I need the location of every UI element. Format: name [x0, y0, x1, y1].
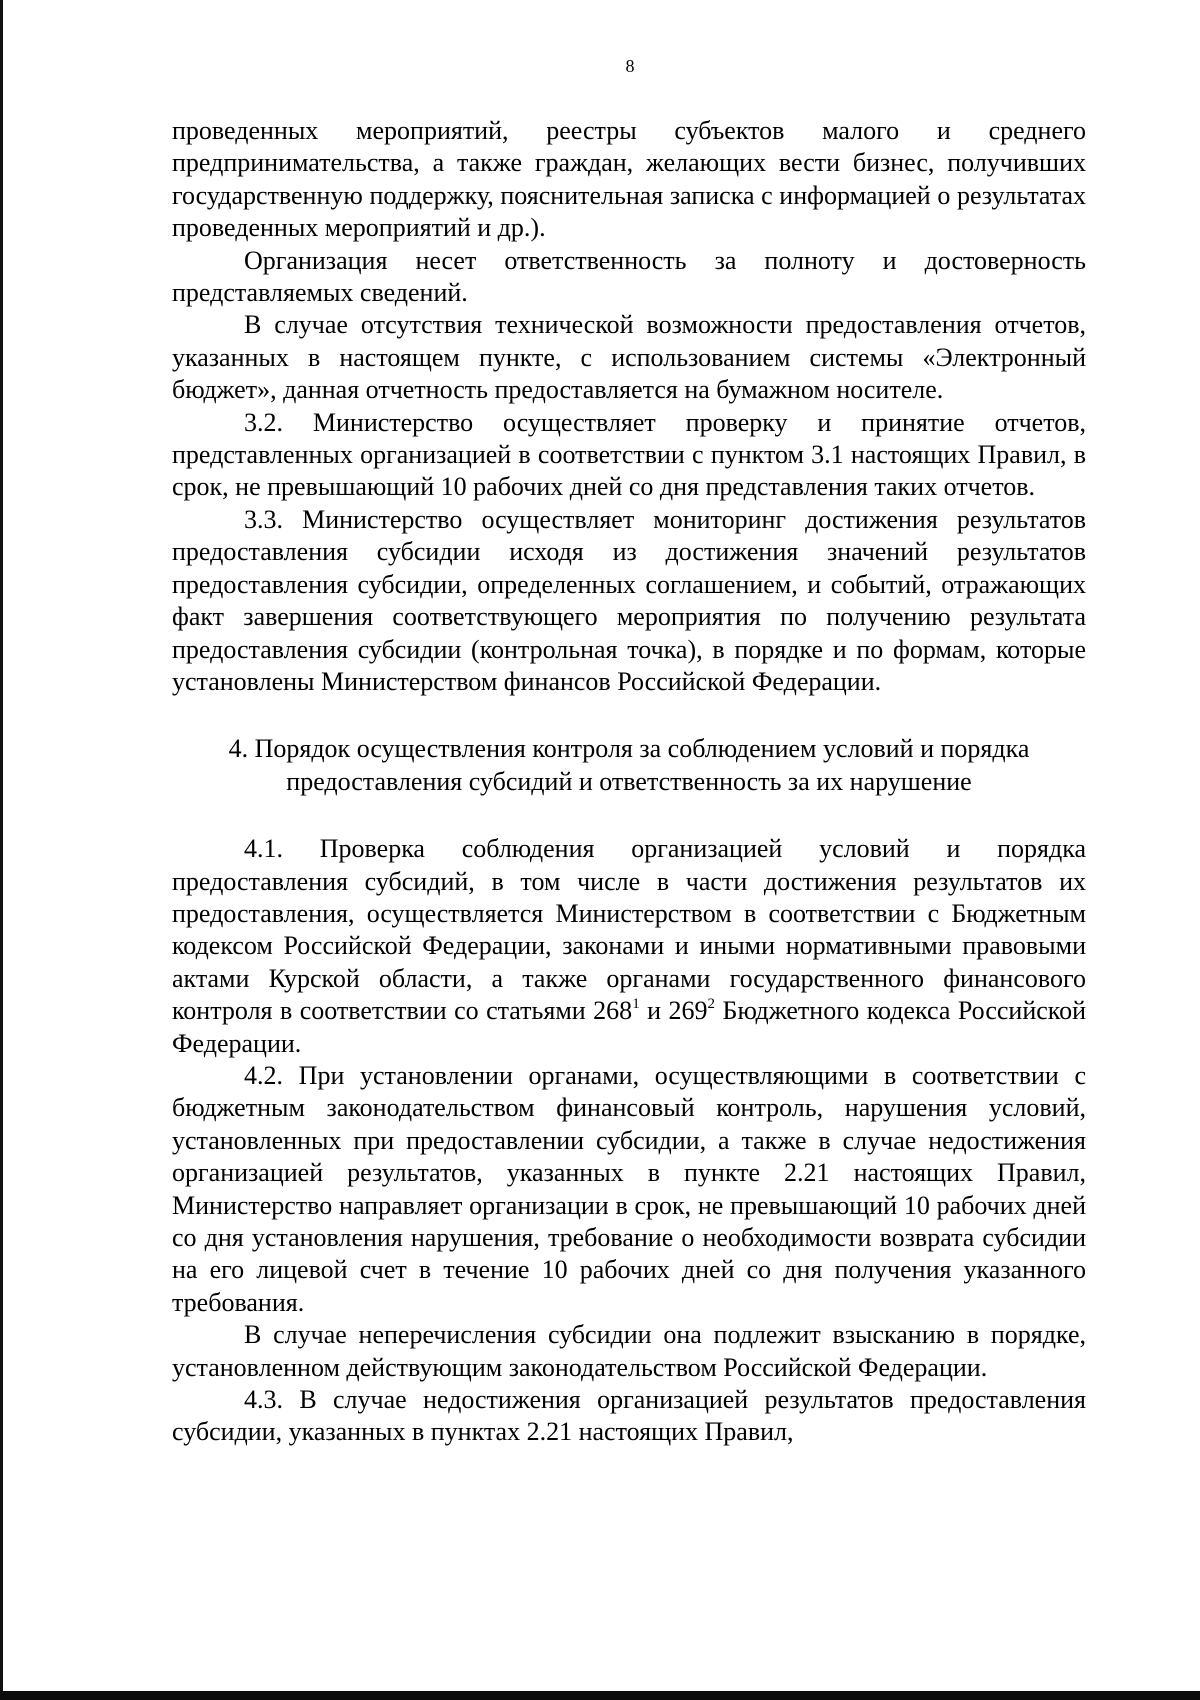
paragraph-4-3: 4.3. В случае недостижения организацией результатов предоставления субсидии, указанных в пунктах 2.21 настоящих Правил,: [172, 1385, 1086, 1447]
section-4-heading-line-2: предоставления субсидий и ответственность за их нарушение: [286, 766, 972, 796]
paragraph-continuation: проведенных мероприятий, реестры субъектов малого и среднего предпринимательства, а также граждан, желающих вести бизнес, получивших государственную поддержку, пояснительная записка с информацией о результатах проведенных мероприятий и др.).: [172, 116, 1086, 243]
page-number: 8: [625, 56, 635, 76]
paragraph-recovery: В случае неперечисления субсидии она подлежит взысканию в порядке, установленном действующим законодательством Российской Федерации.: [172, 1320, 1086, 1382]
footnote-superscript-269: 2: [707, 995, 716, 1012]
section-4-heading: [172, 733, 1086, 798]
footnote-superscript-268: 1: [632, 995, 640, 1012]
document-body: [172, 115, 1086, 1449]
paragraph-paper-reporting: В случае отсутствия технической возможности предоставления отчетов, указанных в настоящем пункте, с использованием системы «Электронный бюджет», данная отчетность предоставляется на бумажном носителе.: [172, 310, 1086, 405]
paragraph-4-2: 4.2. При установлении органами, осуществляющими в соответствии с бюджетным законодательством финансовый контроль, нарушения условий, установленных при предоставлении субсидии, а также в случае недостижения организацией результатов, указанных в пункте 2.21 настоящих Правил, Министерство направляет организации в срок, не превышающий 10 рабочих дней со дня установления нарушения, требование о необходимости возврата субсидии на его лицевой счет в течение 10 рабочих дней со дня получения указанного требования.: [172, 1060, 1086, 1317]
paragraph-responsibility: Организация несет ответственность за полноту и достоверность представляемых сведений.: [172, 245, 1086, 308]
paragraph-3-2: 3.2. Министерство осуществляет проверку и принятие отчетов, представленных организацией в соответствии с пунктом 3.1 настоящих Правил, в срок, не превышающий 10 рабочих дней со дня представления таких отчетов.: [172, 407, 1086, 502]
paragraph-4-1-text-b: и 269: [639, 996, 708, 1026]
section-4-heading-line-1: 4. Порядок осуществления контроля за соблюдением условий и порядка: [228, 734, 1030, 764]
paragraph-4-1-text-a: 4.1. Проверка соблюдения организацией условий и порядка предоставления субсидий, в том числе в части достижения результатов их предоставления, осуществляется Министерством в соответствии с Бюджетным кодексом Российской Федерации, законами и иными нормативными правовыми актами Курской области, а также органами государственного финансового контроля в соответствии со статьями 268: [172, 834, 1086, 1026]
paragraph-4-1: [172, 833, 1086, 1060]
scan-left-border: [0, 0, 3, 1700]
paragraph-4-1-text-c: Бюджетного кодекса Российской Федерации.: [172, 996, 1087, 1058]
paragraph-3-3: 3.3. Министерство осуществляет мониторинг достижения результатов предоставления субсидии исходя из достижения значений результатов предоставления субсидии, определенных соглашением, и событий, отражающих факт завершения соответствующего мероприятия по получению результата предоставления субсидии (контрольная точка), в порядке и по формам, которые установлены Министерством финансов Российской Федерации.: [172, 504, 1086, 696]
scan-bottom-border: [0, 1691, 1200, 1700]
